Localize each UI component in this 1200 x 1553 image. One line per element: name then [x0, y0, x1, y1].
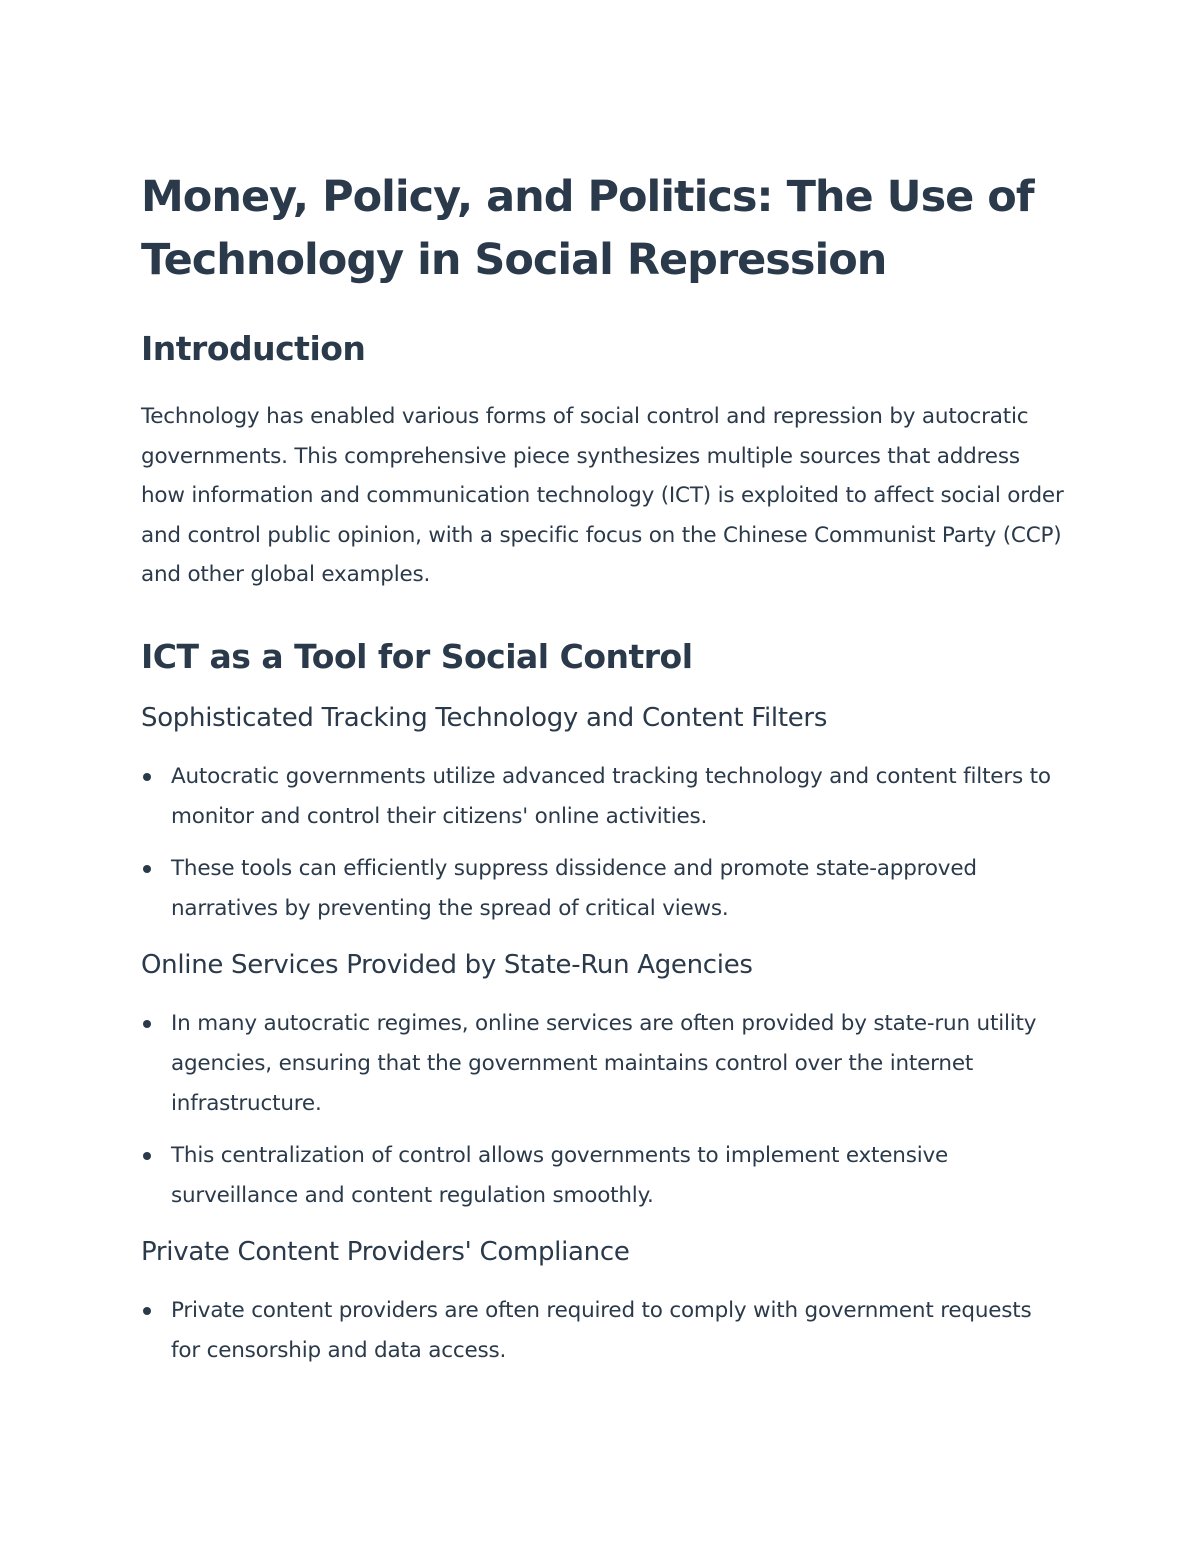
list-item-text: In many autocratic regimes, online services are often provided by state-run utility agencies, ensuring that the government maintains control over the internet infrastructure. [171, 1011, 1037, 1116]
list-item [141, 757, 1066, 836]
bullet-list-tracking [141, 757, 1066, 928]
bullet-icon [143, 1020, 151, 1028]
list-item [141, 1136, 1066, 1215]
list-item [141, 1004, 1066, 1123]
bullet-list-private-providers [141, 1291, 1066, 1370]
introduction-paragraph: Technology has enabled various forms of social control and repression by autocratic governments. This comprehensive piece synthesizes multiple sources that address how information and communication technology (ICT) is exploited to affect social order and control public opinion, with a specific focus on the Chinese Communist Party (CCP) and other global examples. [141, 404, 1064, 588]
subsection-heading-state-run: Online Services Provided by State-Run Agencies [141, 950, 753, 981]
bullet-icon [143, 865, 151, 873]
introduction-heading: Introduction [141, 329, 366, 368]
bullet-icon [143, 1152, 151, 1160]
list-item-text: This centralization of control allows governments to implement extensive surveillance and content regulation smoothly. [171, 1143, 949, 1208]
list-item-text: Private content providers are often required to comply with government requests for censorship and data access. [171, 1298, 1032, 1363]
list-item [141, 1291, 1066, 1370]
bullet-icon [143, 773, 151, 781]
bullet-list-state-run [141, 1004, 1066, 1215]
list-item-text: Autocratic governments utilize advanced tracking technology and content filters to monitor and control their citizens' online activities. [171, 763, 1051, 829]
list-item-text: These tools can efficiently suppress dissidence and promote state-approved narratives by preventing the spread of critical views. [171, 856, 977, 921]
list-item [141, 849, 1066, 928]
subsection-heading-private-providers: Private Content Providers' Compliance [141, 1237, 630, 1268]
page-title: Money, Policy, and Politics: The Use of Technology in Social Repression [141, 172, 1034, 285]
document-page [141, 166, 1066, 1390]
subsection-heading-tracking: Sophisticated Tracking Technology and Content Filters [141, 702, 828, 733]
section-heading-ict: ICT as a Tool for Social Control [141, 636, 693, 676]
bullet-icon [143, 1307, 151, 1315]
